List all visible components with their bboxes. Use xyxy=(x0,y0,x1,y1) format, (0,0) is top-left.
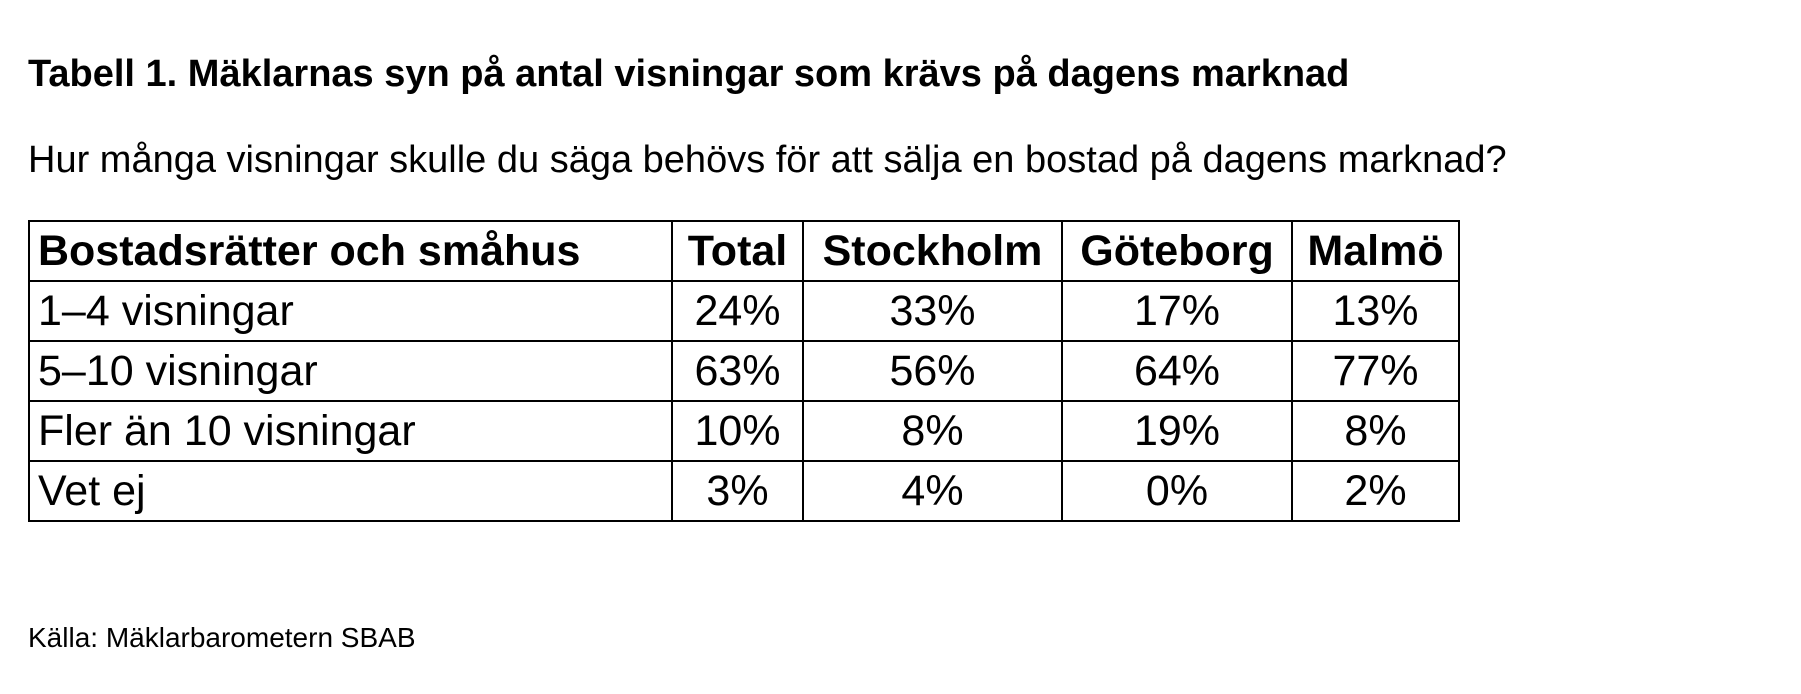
cell-stockholm: 33% xyxy=(803,281,1062,341)
cell-total: 24% xyxy=(672,281,803,341)
row-label: Vet ej xyxy=(29,461,672,521)
survey-question: Hur många visningar skulle du säga behövs för att sälja en bostad på dagens marknad? xyxy=(28,139,1507,181)
cell-stockholm: 56% xyxy=(803,341,1062,401)
cell-malmo: 77% xyxy=(1292,341,1459,401)
source-note: Källa: Mäklarbarometern SBAB xyxy=(28,622,416,653)
row-label: Fler än 10 visningar xyxy=(29,401,672,461)
cell-goteborg: 0% xyxy=(1062,461,1292,521)
table-header-row xyxy=(29,221,1459,281)
results-table xyxy=(28,220,1460,522)
header-total: Total xyxy=(672,221,803,281)
cell-malmo: 13% xyxy=(1292,281,1459,341)
row-label: 1–4 visningar xyxy=(29,281,672,341)
table-row xyxy=(29,461,1459,521)
header-goteborg: Göteborg xyxy=(1062,221,1292,281)
header-stockholm: Stockholm xyxy=(803,221,1062,281)
table-title: Tabell 1. Mäklarnas syn på antal visningar som krävs på dagens marknad xyxy=(28,53,1350,95)
cell-stockholm: 8% xyxy=(803,401,1062,461)
table-row xyxy=(29,401,1459,461)
cell-goteborg: 64% xyxy=(1062,341,1292,401)
header-malmo: Malmö xyxy=(1292,221,1459,281)
cell-goteborg: 19% xyxy=(1062,401,1292,461)
cell-malmo: 2% xyxy=(1292,461,1459,521)
cell-goteborg: 17% xyxy=(1062,281,1292,341)
table-row xyxy=(29,281,1459,341)
table-row xyxy=(29,341,1459,401)
cell-stockholm: 4% xyxy=(803,461,1062,521)
cell-total: 3% xyxy=(672,461,803,521)
row-label: 5–10 visningar xyxy=(29,341,672,401)
cell-total: 63% xyxy=(672,341,803,401)
cell-malmo: 8% xyxy=(1292,401,1459,461)
cell-total: 10% xyxy=(672,401,803,461)
header-category: Bostadsrätter och småhus xyxy=(29,221,672,281)
